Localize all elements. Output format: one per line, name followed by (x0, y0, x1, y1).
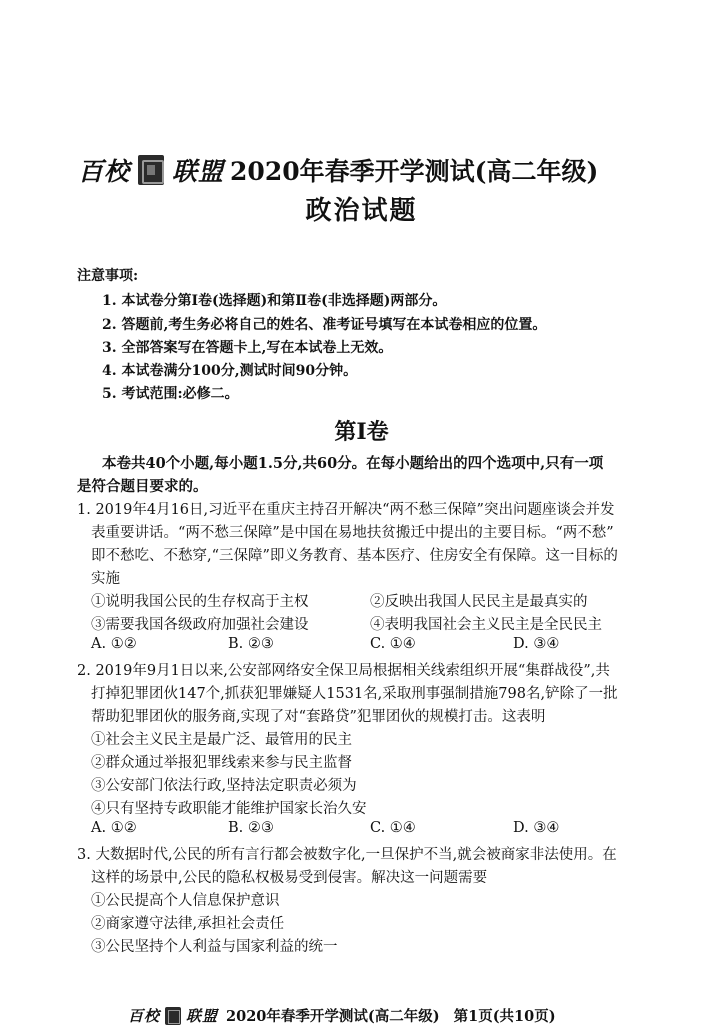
note-item: 4. 本试卷满分100分,测试时间90分钟。 (102, 363, 358, 379)
exam-header (78, 152, 598, 188)
answer-choice: D. ③④ (513, 636, 560, 652)
page-number: 第1页(共10页) (453, 1008, 556, 1025)
question-option: ③公安部门依法行政,坚持法定职责必须为 (91, 778, 357, 794)
question-stem-line: 3. 大数据时代,公民的所有言行都会被数字化,一旦保护不当,就会被商家非法使用。在 (77, 847, 617, 863)
question-stem-line: 2. 2019年9月1日以来,公安部网络安全保卫局根据相关线索组织开展“集群战役”,共 (77, 663, 610, 679)
answer-choice: C. ①④ (370, 820, 416, 836)
question-option: ④表明我国社会主义民主是全民民主 (370, 617, 602, 633)
alliance-seal-icon (138, 155, 164, 185)
answer-choice: A. ①② (91, 636, 137, 652)
question-option: ②反映出我国人民民主是最真实的 (370, 594, 588, 610)
question-option: ③需要我国各级政府加强社会建设 (91, 617, 309, 633)
brand-left: 百校 (78, 157, 131, 186)
answer-choice: B. ②③ (228, 636, 274, 652)
note-item: 3. 全部答案写在答题卡上,写在本试卷上无效。 (102, 340, 393, 356)
question-stem-line: 即不愁吃、不愁穿,“三保障”即义务教育、基本医疗、住房安全有保障。这一目标的 (91, 548, 618, 564)
question-stem-line: 实施 (91, 571, 120, 587)
question-option: ①社会主义民主是最广泛、最管用的民主 (91, 732, 352, 748)
footer-title: 2020年春季开学测试(高二年级) (226, 1008, 440, 1025)
question-stem-line: 1. 2019年4月16日,习近平在重庆主持召开解决“两不愁三保障”突出问题座谈会并发 (77, 502, 615, 518)
question-option: ①说明我国公民的生存权高于主权 (91, 594, 309, 610)
question-option: ②群众通过举报犯罪线索来参与民主监督 (91, 755, 352, 771)
question-option: ④只有坚持专政职能才能维护国家长治久安 (91, 801, 367, 817)
question-stem-line: 这样的场景中,公民的隐私权极易受到侵害。解决这一问题需要 (91, 870, 488, 886)
section-intro: 本卷共40个小题,每小题1.5分,共60分。在每小题给出的四个选项中,只有一项 (102, 455, 604, 472)
question-option: ②商家遵守法律,承担社会责任 (91, 916, 285, 932)
footer-brand-right: 联盟 (186, 1007, 219, 1025)
answer-choice: D. ③④ (513, 820, 560, 836)
section-title: 第Ⅰ卷 (334, 419, 389, 445)
footer-brand-left: 百校 (128, 1007, 161, 1025)
notes-heading: 注意事项: (77, 268, 139, 284)
answer-choice: C. ①④ (370, 636, 416, 652)
question-option: ③公民坚持个人利益与国家利益的统一 (91, 939, 338, 955)
answer-choice: B. ②③ (228, 820, 274, 836)
question-stem-line: 表重要讲话。“两不愁三保障”是中国在易地扶贫搬迁中提出的主要目标。“两不愁” (91, 525, 614, 541)
page-footer (128, 1005, 556, 1026)
footer-seal-icon (165, 1007, 181, 1025)
answer-choice: A. ①② (91, 820, 137, 836)
note-item: 1. 本试卷分第Ⅰ卷(选择题)和第Ⅱ卷(非选择题)两部分。 (102, 293, 447, 309)
section-intro: 是符合题目要求的。 (77, 478, 208, 495)
note-item: 2. 答题前,考生务必将自己的姓名、准考证号填写在本试卷相应的位置。 (102, 317, 547, 333)
brand-right: 联盟 (172, 157, 225, 186)
exam-title: 2020年春季开学测试(高二年级) (230, 157, 599, 186)
exam-subtitle: 政治试题 (305, 196, 418, 226)
question-stem-line: 帮助犯罪团伙的服务商,实现了对“套路贷”犯罪团伙的规模打击。这表明 (91, 709, 546, 725)
question-stem-line: 打掉犯罪团伙147个,抓获犯罪嫌疑人1531名,采取刑事强制措施798名,铲除了一批 (91, 686, 618, 702)
question-option: ①公民提高个人信息保护意识 (91, 893, 280, 909)
note-item: 5. 考试范围:必修二。 (102, 386, 239, 402)
